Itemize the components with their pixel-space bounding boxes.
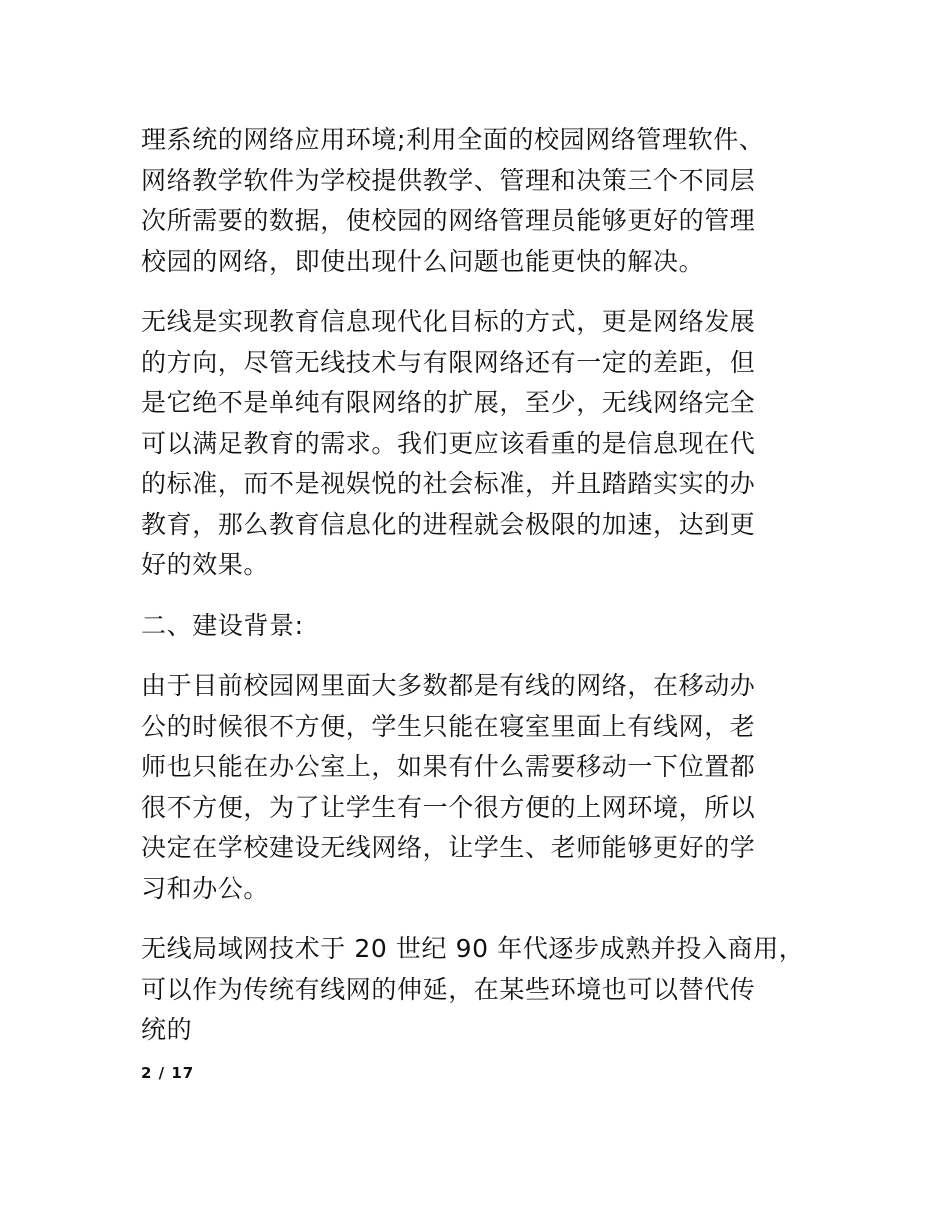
text-line: 可以满足教育的需求。我们更应该看重的是信息现在代	[141, 428, 756, 458]
text-line: 决定在学校建设无线网络，让学生、老师能够更好的学	[141, 833, 756, 862]
text-line: 网络教学软件为学校提供教学、管理和决策三个不同层	[141, 165, 756, 195]
text-line: 次所需要的数据，使校园的网络管理员能够更好的管理	[141, 206, 756, 235]
text-line: 很不方便，为了让学生有一个很方便的上网环境，所以	[141, 792, 756, 822]
text-line: 公的时候很不方便，学生只能在寝室里面上有线网，老	[141, 711, 756, 741]
text-line: 的标准，而不是视娱悦的社会标准，并且踏踏实实的办	[141, 469, 756, 498]
paragraph-network-management	[141, 120, 821, 282]
paragraph-background	[141, 666, 821, 909]
text-line: 的方向，尽管无线技术与有限网络还有一定的差距，但	[141, 347, 756, 377]
text-line: 由于目前校园网里面大多数都是有线的网络，在移动办	[141, 671, 756, 700]
text-line: 无线局域网技术于 20 世纪 90 年代逐步成熟并投入商用，	[141, 934, 805, 963]
text-line: 无线是实现教育信息现代化目标的方式，更是网络发展	[141, 307, 756, 336]
text-line: 师也只能在办公室上，如果有什么需要移动一下位置都	[141, 752, 756, 781]
text-line: 是它绝不是单纯有限网络的扩展，至少，无线网络完全	[141, 388, 756, 417]
paragraph-wlan-technology	[141, 929, 821, 1051]
text-line: 好的效果。	[141, 550, 270, 579]
page-number: 2 / 17	[141, 1064, 195, 1082]
document-body	[141, 120, 821, 1071]
text-line: 理系统的网络应用环境;利用全面的校园网络管理软件、	[141, 125, 765, 154]
text-line: 统的	[141, 1015, 193, 1044]
paragraph-wireless-education	[141, 302, 821, 586]
heading-construction-background: 二、建设背景:	[141, 610, 304, 640]
text-line: 习和办公。	[141, 873, 270, 903]
text-line: 校园的网络，即使出现什么问题也能更快的解决。	[141, 246, 705, 276]
text-line: 教育，那么教育信息化的进程就会极限的加速，达到更	[141, 509, 756, 539]
section-heading	[141, 606, 821, 647]
text-line: 可以作为传统有线网的伸延，在某些环境也可以替代传	[141, 974, 756, 1004]
